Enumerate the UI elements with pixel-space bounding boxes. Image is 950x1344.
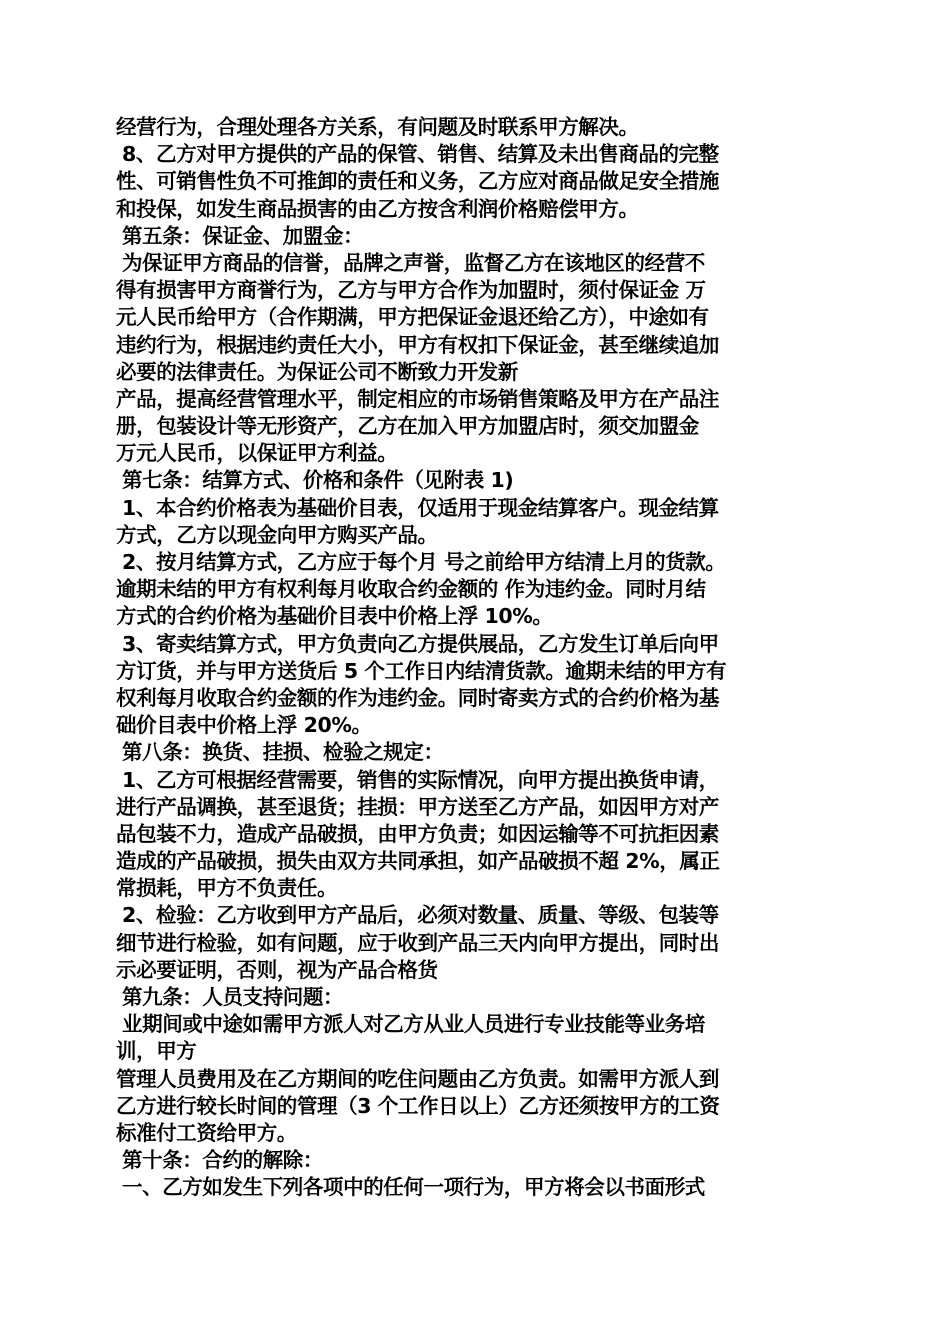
text-line: 经营行为，合理处理各方关系，有问题及时联系甲方解决。 bbox=[116, 115, 639, 139]
text-line: 础价目表中价格上浮 20%。 bbox=[116, 713, 372, 738]
text-line: 逾期未结的甲方有权利每月收取合约金额的 作为违约金。同时月结 bbox=[116, 577, 706, 602]
text-line: 2、按月结算方式，乙方应于每个月 号之前给甲方结清上月的货款。 bbox=[122, 550, 726, 574]
text-line: 乙方进行较长时间的管理（3 个工作日以上）乙方还须按甲方的工资 bbox=[116, 1093, 720, 1118]
text-line: 得有损害甲方商誉行为，乙方与甲方合作为加盟时，须付保证金 万 bbox=[116, 278, 706, 303]
text-line: 万元人民币，以保证甲方利益。 bbox=[116, 441, 398, 466]
text-line: 造成的产品破损，损失由双方共同承担，如产品破损不超 2%，属正 bbox=[116, 849, 720, 874]
text-line: 和投保，如发生商品损害的由乙方按含利润价格赔偿甲方。 bbox=[116, 196, 639, 221]
section-heading: 第十条：合约的解除： bbox=[122, 1148, 323, 1173]
text-line: 1、乙方可根据经营需要，销售的实际情况，向甲方提出换货申请， bbox=[122, 767, 719, 792]
text-line: 3、寄卖结算方式，甲方负责向乙方提供展品，乙方发生订单后向甲 bbox=[122, 631, 719, 656]
text-line: 品包装不力，造成产品破损，由甲方负责；如因运输等不可抗拒因素 bbox=[116, 821, 719, 846]
text-line: 权利每月收取合约金额的作为违约金。同时寄卖方式的合约价格为基 bbox=[116, 685, 719, 710]
text-line: 元人民币给甲方（合作期满，甲方把保证金退还给乙方），中途如有 bbox=[116, 305, 709, 330]
text-line: 产品，提高经营管理水平，制定相应的市场销售策略及甲方在产品注 bbox=[116, 386, 719, 411]
section-heading: 第九条：人员支持问题： bbox=[122, 985, 344, 1009]
text-line: 为保证甲方商品的信誉，品牌之声誉，监督乙方在该地区的经营不 bbox=[122, 250, 705, 275]
document-body bbox=[116, 114, 836, 1202]
section-heading: 第八条：换货、挂损、检验之规定： bbox=[122, 740, 444, 765]
text-line: 训，甲方 bbox=[116, 1039, 197, 1064]
text-line: 业期间或中途如需甲方派人对乙方从业人员进行专业技能等业务培 bbox=[122, 1012, 705, 1037]
text-line: 2、检验：乙方收到甲方产品后，必须对数量、质量、等级、包装等 bbox=[122, 903, 719, 928]
text-line: 违约行为，根据违约责任大小，甲方有权扣下保证金，甚至继续追加 bbox=[116, 332, 719, 357]
text-line: 性、可销售性负不可推卸的责任和义务，乙方应对商品做足安全措施 bbox=[116, 169, 719, 194]
text-line: 细节进行检验，如有问题，应于收到产品三天内向甲方提出，同时出 bbox=[116, 930, 719, 955]
text-line: 1、本合约价格表为基础价目表，仅适用于现金结算客户。现金结算 bbox=[122, 495, 719, 520]
text-line: 常损耗，甲方不负责任。 bbox=[116, 876, 338, 901]
text-line: 必要的法律责任。为保证公司不断致力开发新 bbox=[116, 359, 518, 384]
text-line: 8、乙方对甲方提供的产品的保管、销售、结算及未出售商品的完整 bbox=[122, 142, 719, 167]
section-heading: 第七条：结算方式、价格和条件（见附表 1) bbox=[122, 468, 514, 493]
text-line: 管理人员费用及在乙方期间的吃住问题由乙方负责。如需甲方派人到 bbox=[116, 1066, 719, 1091]
text-line: 方式的合约价格为基础价目表中价格上浮 10%。 bbox=[116, 604, 553, 629]
text-line: 方式，乙方以现金向甲方购买产品。 bbox=[116, 522, 438, 547]
text-line: 一、乙方如发生下列各项中的任何一项行为，甲方将会以书面形式 bbox=[122, 1175, 705, 1200]
text-line: 示必要证明，否则，视为产品合格货 bbox=[116, 957, 438, 982]
text-line: 进行产品调换，甚至退货；挂损：甲方送至乙方产品，如因甲方对产 bbox=[116, 794, 719, 819]
text-line: 标准付工资给甲方。 bbox=[116, 1120, 297, 1145]
section-heading: 第五条：保证金、加盟金： bbox=[122, 223, 364, 248]
text-line: 方订货，并与甲方送货后 5 个工作日内结清货款。逾期未结的甲方有 bbox=[116, 658, 727, 683]
text-line: 册，包装设计等无形资产，乙方在加入甲方加盟店时，须交加盟金 bbox=[116, 414, 699, 439]
